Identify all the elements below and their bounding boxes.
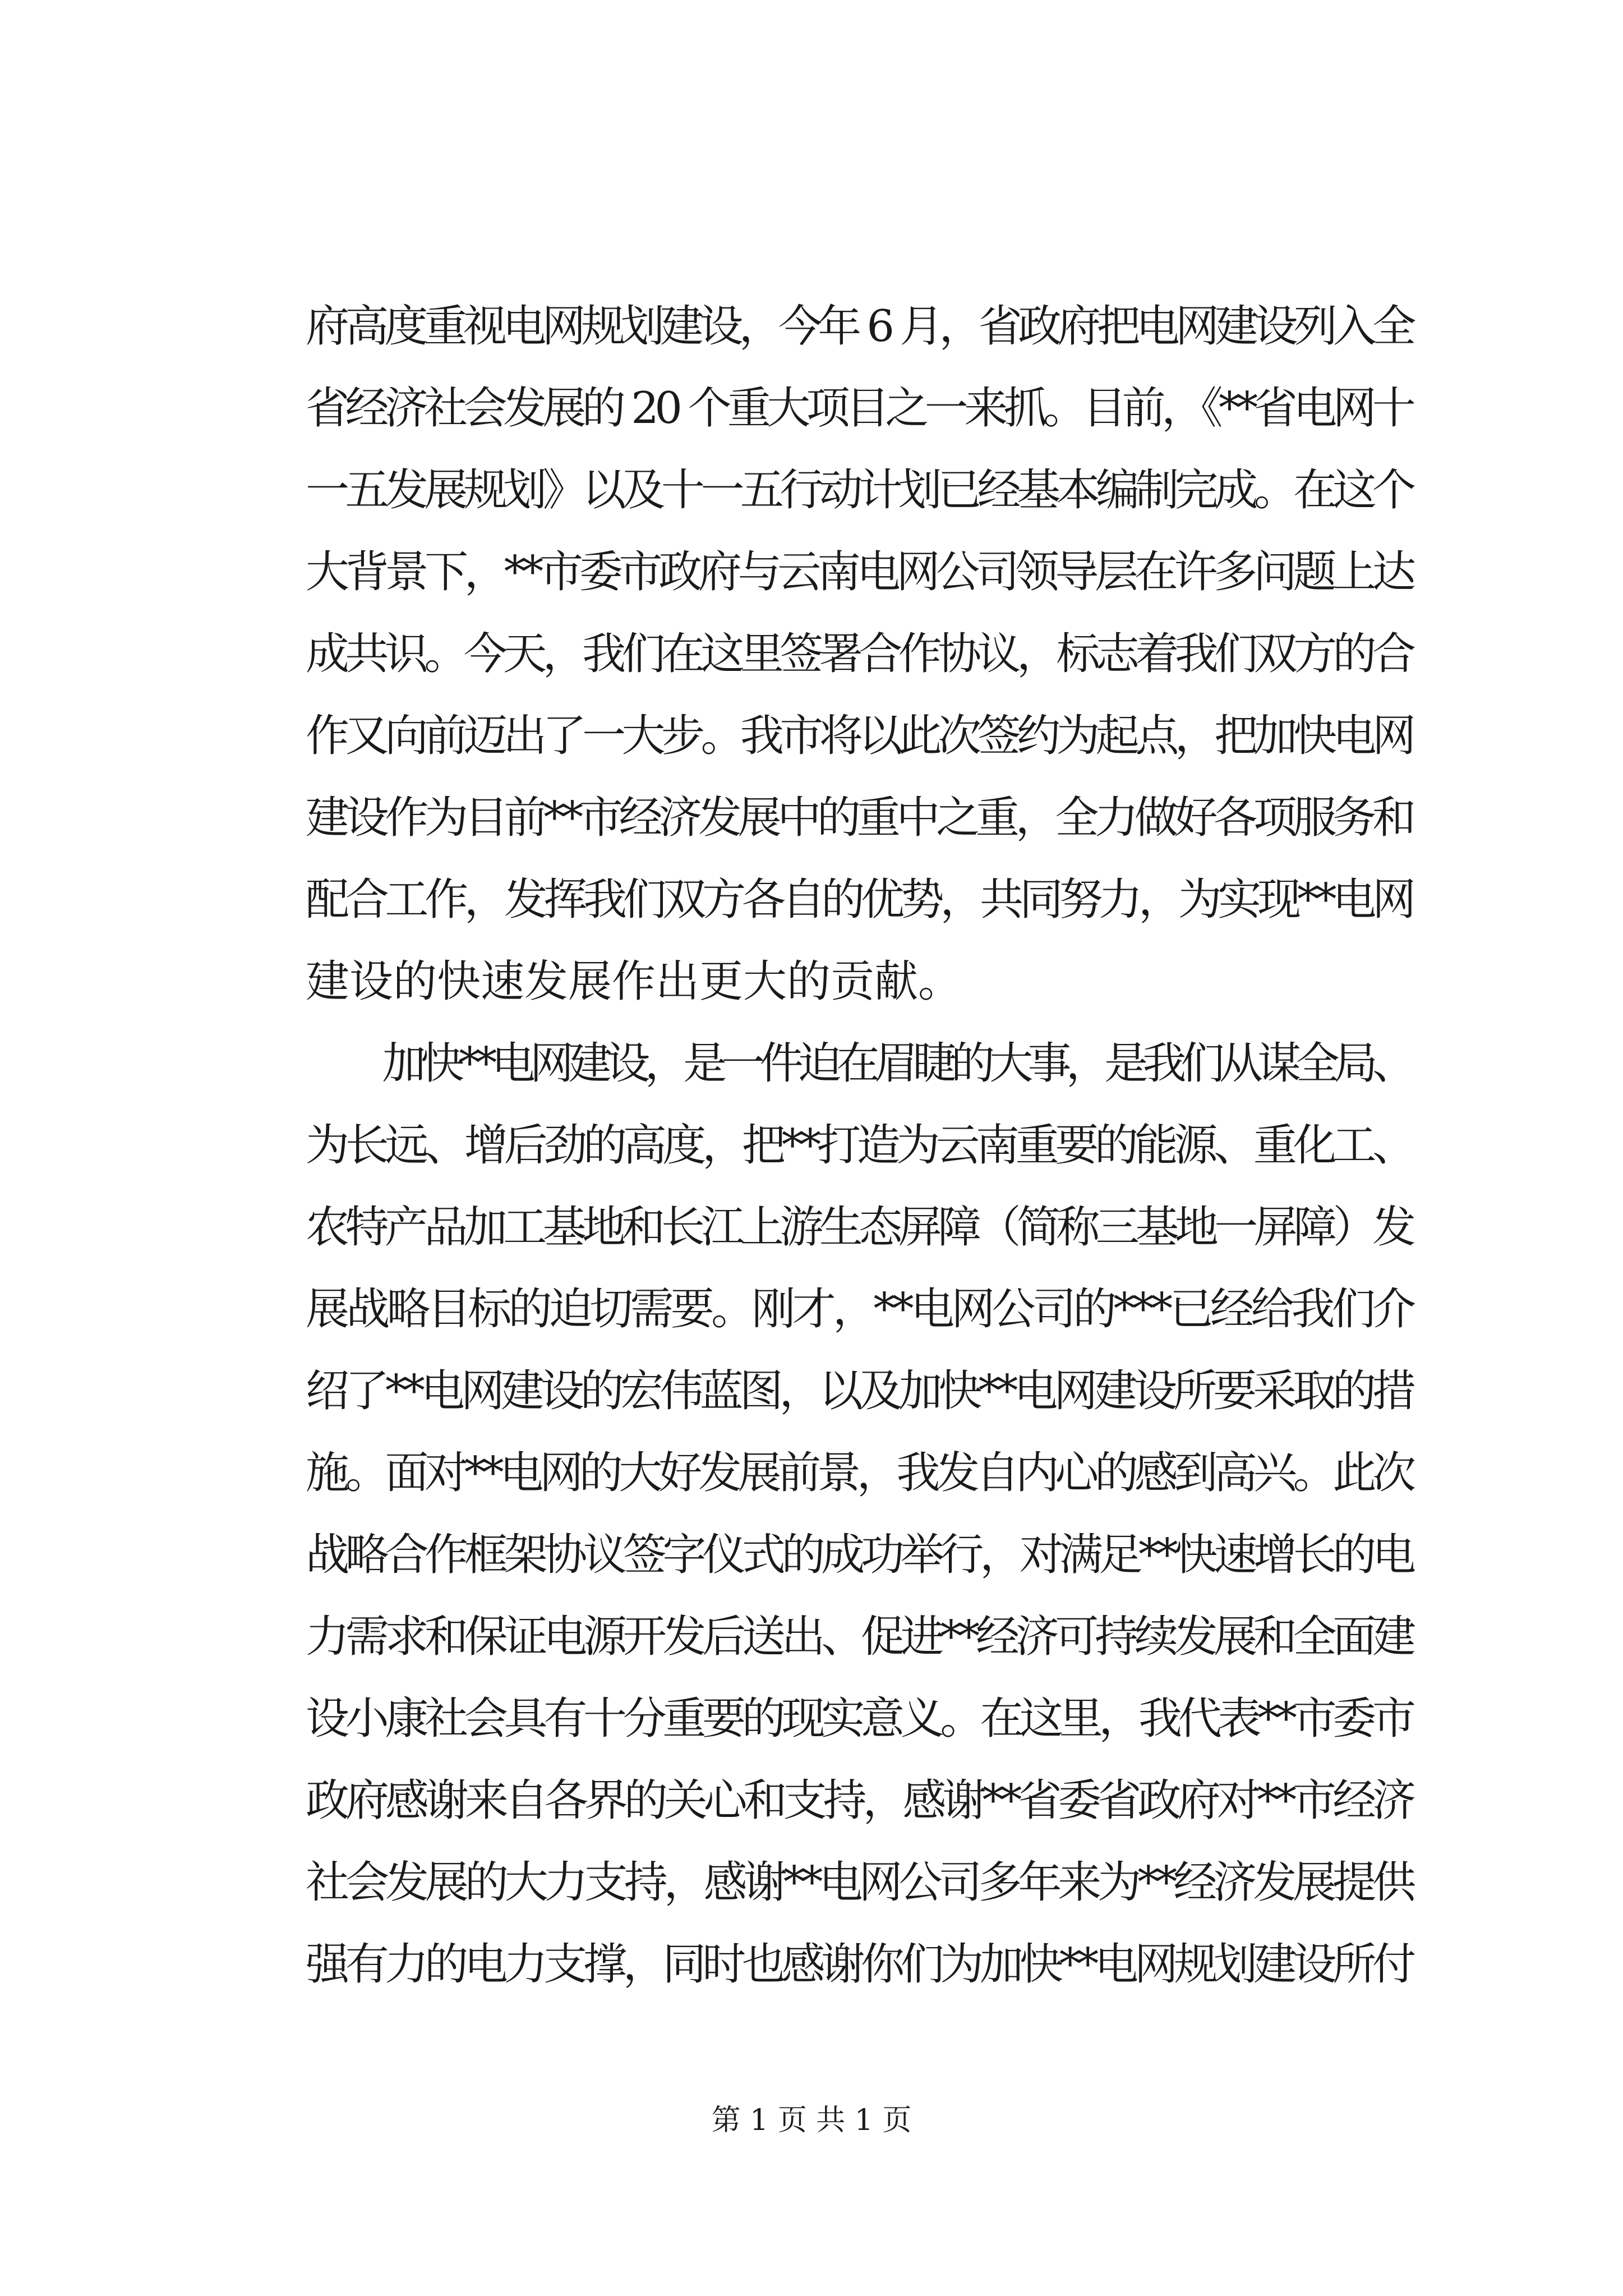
text-line: 战略合作框架协议签字仪式的成功举行，对满足**快速增长的电 [306,1530,1412,1580]
text-line: 一五发展规划》以及十一五行动计划已经基本编制完成。在这个 [306,465,1412,516]
text-line: 建设的快速发展作出更大的贡献。 [306,956,962,1007]
text-line: 为长远、增后劲的高度，把**打造为云南重要的能源、重化工、 [306,1120,1412,1171]
text-line: 成共识。今天，我们在这里签署合作协议，标志着我们双方的合 [306,629,1412,679]
text-line: 社会发展的大力支持，感谢**电网公司多年来为**经济发展提供 [306,1857,1412,1908]
text-line: 加快**电网建设，是一件迫在眉睫的大事，是我们从谋全局、 [306,1038,1411,1089]
text-line: 展战略目标的迫切需要。刚才，**电网公司的***已经给我们介 [306,1284,1413,1335]
text-line: 政府感谢来自各界的关心和支持，感谢**省委省政府对**市经济 [306,1775,1412,1826]
text-line: 配合工作，发挥我们双方各自的优势，共同努力，为实现**电网 [306,875,1412,925]
text-line: 农特产品加工基地和长江上游生态屏障（简称三基地一屏障）发 [306,1202,1412,1253]
text-line: 省经济社会发展的 20 个重大项目之一来抓。目前，《**省电网十 [306,383,1412,434]
text-line: 作又向前迈出了一大步。我市将以此次签约为起点，把加快电网 [306,711,1412,761]
page-footer: 第 1 页 共 1 页 [711,2104,912,2137]
text-line: 府高度重视电网规划建设，今年 6 月，省政府把电网建设列入全 [306,301,1412,352]
text-line: 施。面对**电网的大好发展前景，我发自内心的感到高兴。此次 [306,1448,1412,1498]
text-line: 建设作为目前**市经济发展中的重中之重，全力做好各项服务和 [306,793,1412,843]
text-line: 大背景下，**市委市政府与云南电网公司领导层在许多问题上达 [306,547,1412,597]
text-line: 力需求和保证电源开发后送出、促进**经济可持续发展和全面建 [306,1612,1412,1662]
text-line: 强有力的电力支撑，同时也感谢你们为加快**电网规划建设所付 [306,1939,1412,1990]
text-line: 绍了**电网建设的宏伟蓝图，以及加快**电网建设所要采取的措 [306,1366,1412,1416]
text-line: 设小康社会具有十分重要的现实意义。在这里，我代表**市委市 [306,1694,1412,1744]
